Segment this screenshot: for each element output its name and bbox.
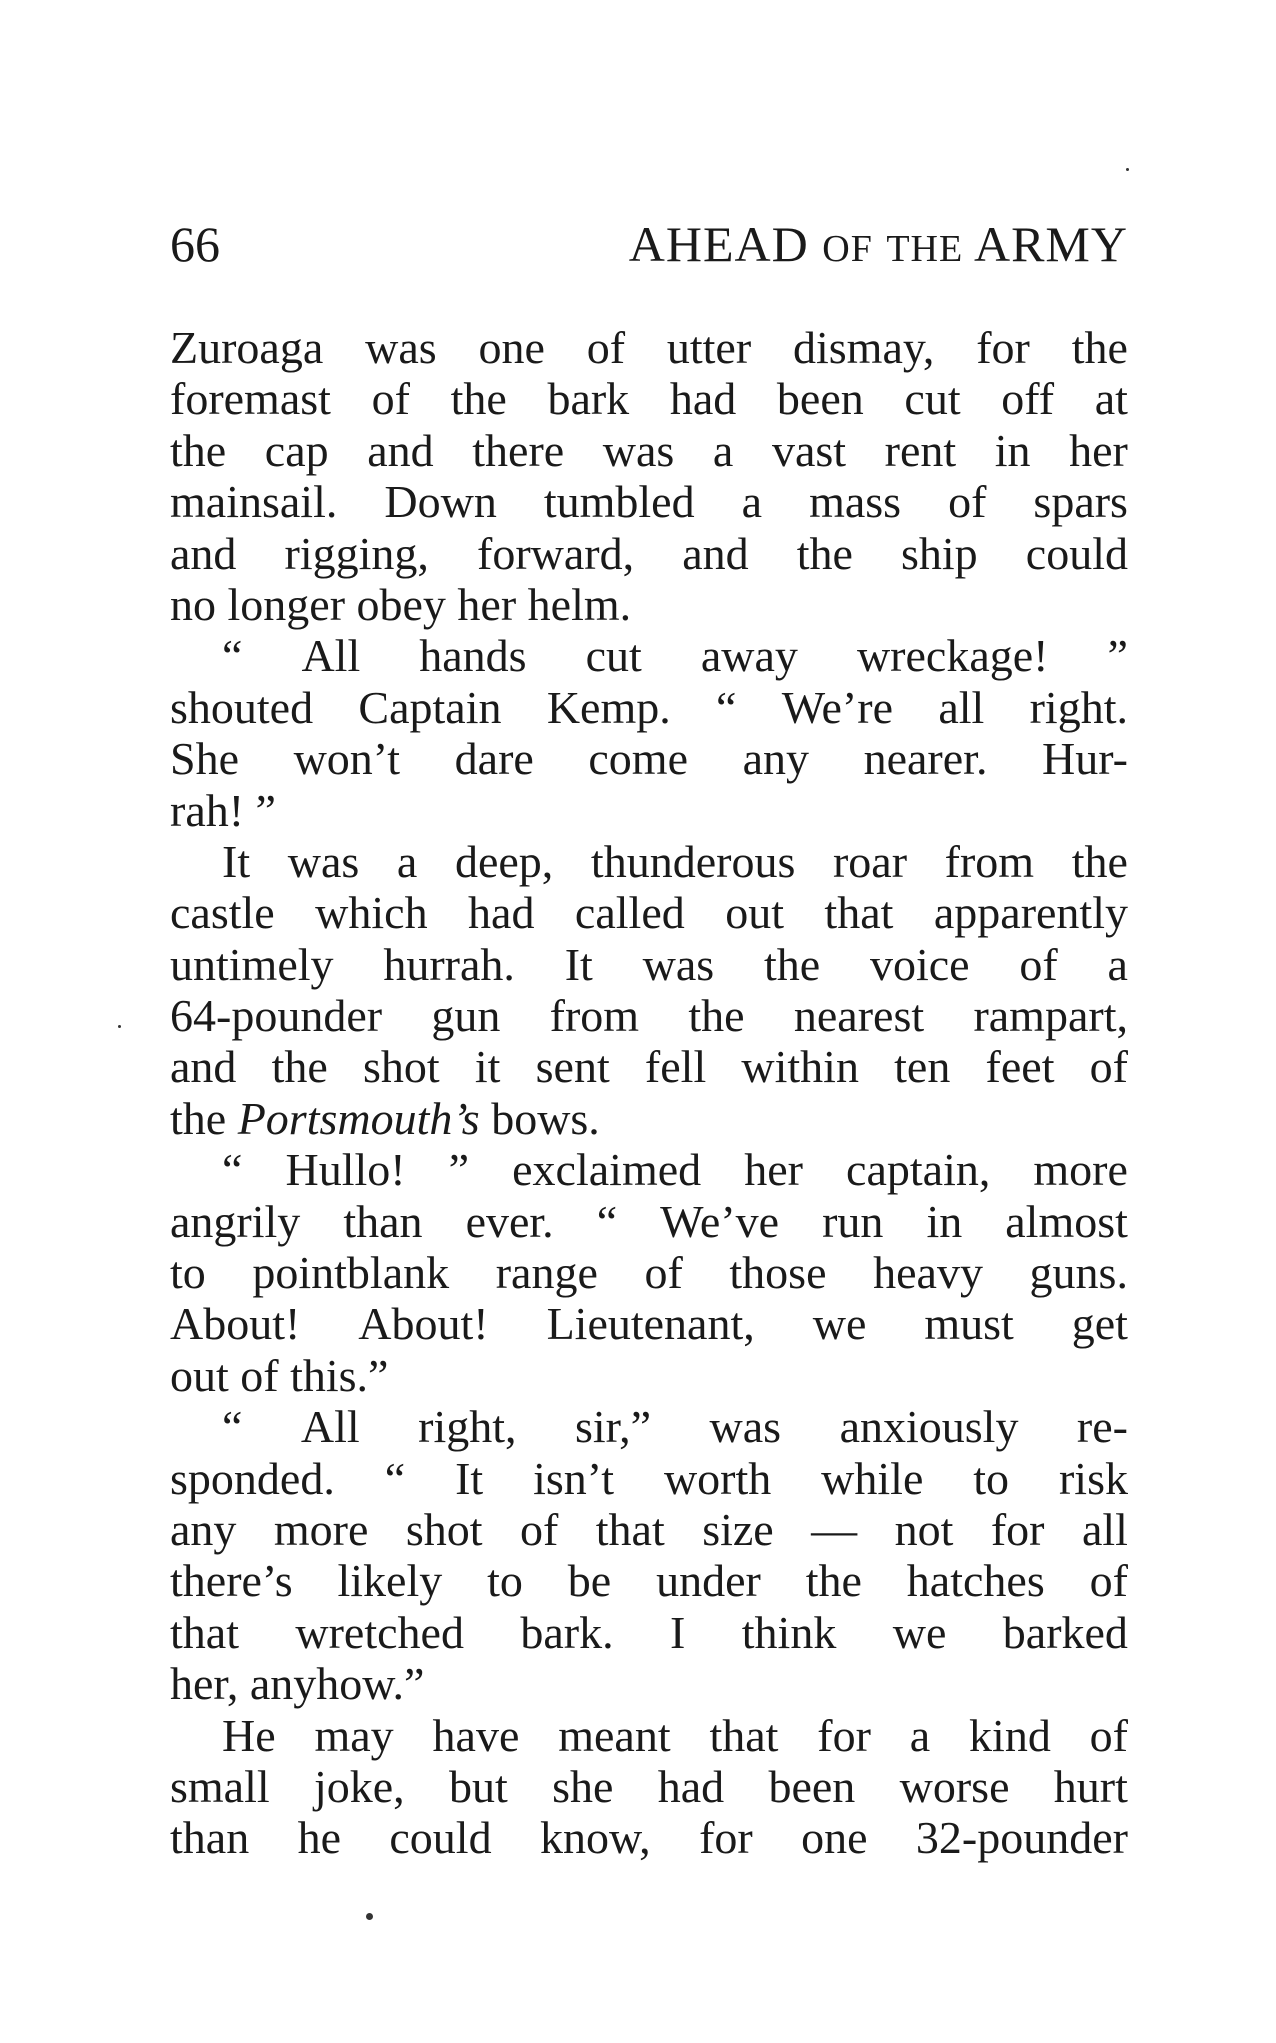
text-word: the	[796, 527, 853, 579]
text-word: “	[384, 1452, 406, 1504]
text-word: deep,	[454, 835, 554, 887]
text-line: out of this.”	[170, 1349, 389, 1401]
text-word: small	[170, 1760, 270, 1812]
text-word: It	[564, 938, 593, 990]
text-word: cut	[585, 630, 642, 682]
text-word: than	[343, 1195, 423, 1247]
running-head-word: AHEAD	[628, 216, 809, 272]
text-line	[170, 1041, 1128, 1092]
text-word: out	[725, 887, 784, 939]
text-word: for	[817, 1709, 871, 1761]
text-word: roar	[832, 835, 908, 887]
text-word: fell	[644, 1041, 707, 1093]
text-word: 32-pounder	[915, 1812, 1128, 1864]
text-word: was	[602, 424, 675, 476]
text-word: called	[574, 887, 685, 939]
text-word: at	[1094, 373, 1128, 425]
text-word: spars	[1033, 476, 1128, 528]
text-word: untimely	[170, 938, 334, 990]
text-word: of	[371, 373, 410, 425]
text-word: guns.	[1029, 1247, 1128, 1299]
running-head-word: OF	[822, 228, 873, 270]
text-word: dare	[454, 733, 534, 785]
text-word: nearest	[793, 990, 925, 1042]
text-word: of	[1089, 1709, 1128, 1761]
text-word: all	[1081, 1503, 1128, 1555]
text-word: anxiously	[839, 1401, 1019, 1453]
text-word: cut	[904, 373, 961, 425]
text-word: that	[595, 1503, 665, 1555]
text-line	[170, 1247, 1128, 1298]
text-word: It	[455, 1452, 484, 1504]
text-word: mainsail.	[170, 476, 338, 528]
text-word: shot	[405, 1503, 483, 1555]
text-word: He	[222, 1709, 276, 1761]
text-word: apparently	[933, 887, 1128, 939]
text-word: that	[709, 1709, 779, 1761]
text-word: and	[170, 1041, 237, 1093]
text-line	[170, 1607, 1128, 1658]
text-line	[170, 1298, 1128, 1349]
text-word: size	[702, 1503, 774, 1555]
text-word: her	[1069, 424, 1128, 476]
text-word: a	[1107, 938, 1128, 990]
text-word: while	[821, 1452, 924, 1504]
text-word: think	[741, 1606, 837, 1658]
text-word: than	[170, 1812, 250, 1864]
text-word: isn’t	[533, 1452, 615, 1504]
text-word: those	[729, 1247, 827, 1299]
text-word: have	[432, 1709, 520, 1761]
text-word: utter	[666, 322, 752, 373]
text-word: from	[549, 990, 640, 1042]
text-word: bark	[547, 373, 630, 425]
text-word: forward,	[477, 527, 635, 579]
text-word: ever.	[465, 1195, 554, 1247]
text-word: worse	[899, 1760, 1010, 1812]
text-line	[170, 836, 1128, 887]
text-word: which	[315, 887, 428, 939]
text-word: for	[990, 1503, 1045, 1555]
text-word: shouted	[170, 681, 314, 733]
text-line	[170, 1093, 1128, 1144]
text-word: was	[287, 835, 360, 887]
text-word: range	[495, 1247, 598, 1299]
text-word: Kemp.	[546, 681, 671, 733]
text-word: away	[700, 630, 798, 682]
text-word: rent	[884, 424, 957, 476]
text-word: vast	[771, 424, 847, 476]
text-word: bows.	[491, 1092, 600, 1144]
text-word: any	[170, 1503, 237, 1555]
text-word: within	[741, 1041, 859, 1093]
running-head-word: THE	[886, 228, 964, 270]
text-word: to	[973, 1452, 1010, 1504]
text-word: he	[297, 1812, 341, 1864]
text-word: was	[642, 938, 715, 990]
text-word: the	[688, 990, 745, 1042]
text-word: hands	[419, 630, 527, 682]
text-word: wretched	[295, 1606, 464, 1658]
text-word: We’ve	[660, 1195, 780, 1247]
text-word: of	[519, 1503, 559, 1555]
text-word: been	[776, 373, 864, 425]
text-line	[170, 322, 1128, 373]
text-word: risk	[1058, 1452, 1128, 1504]
text-word: meant	[558, 1709, 671, 1761]
text-word: cap	[264, 424, 329, 476]
print-speck	[118, 1025, 121, 1028]
text-word: pointblank	[252, 1247, 450, 1299]
text-word: had	[657, 1760, 725, 1812]
text-line	[170, 733, 1128, 784]
text-word: ”	[448, 1144, 470, 1196]
text-word: been	[768, 1760, 856, 1812]
text-line: no longer obey her helm.	[170, 578, 632, 630]
text-word: joke,	[313, 1760, 405, 1812]
text-word: a	[909, 1709, 931, 1761]
text-word: the	[170, 1092, 227, 1144]
text-word: that	[170, 1606, 239, 1658]
text-word: know,	[539, 1812, 651, 1864]
text-word: We’re	[781, 681, 893, 733]
text-word: all	[938, 681, 985, 733]
text-word: a	[396, 835, 418, 887]
text-word: Captain	[358, 681, 502, 733]
text-line	[170, 425, 1128, 476]
text-word: and	[682, 527, 749, 579]
text-word: re-	[1076, 1401, 1128, 1453]
text-word: the	[271, 1041, 328, 1093]
text-word: of	[1089, 1555, 1128, 1607]
text-word: bark.	[520, 1606, 614, 1658]
text-word: more	[1033, 1144, 1128, 1196]
text-line	[170, 1555, 1128, 1606]
text-word: had	[669, 373, 737, 425]
text-word: sent	[535, 1041, 610, 1093]
text-word: “	[716, 681, 737, 733]
text-word: of	[1089, 1041, 1128, 1093]
text-word: could	[1025, 527, 1128, 579]
text-word: angrily	[170, 1195, 301, 1247]
text-word: and	[367, 424, 434, 476]
text-word: worth	[663, 1452, 772, 1504]
text-line	[170, 1812, 1128, 1863]
text-word: hurt	[1053, 1760, 1128, 1812]
text-word: About!	[170, 1298, 301, 1350]
text-word: “	[222, 1401, 243, 1453]
text-word: could	[389, 1812, 492, 1864]
text-word: from	[944, 835, 1035, 887]
text-word: of	[586, 322, 626, 373]
text-word: kind	[969, 1709, 1051, 1761]
page-header	[170, 214, 1128, 274]
running-head	[629, 214, 1128, 279]
text-line	[170, 887, 1128, 938]
text-line	[170, 373, 1128, 424]
text-word: nearer.	[863, 733, 988, 785]
text-word: castle	[170, 887, 275, 939]
text-word: Down	[384, 476, 497, 528]
text-word: Zuroaga	[170, 322, 324, 373]
text-word: likely	[337, 1555, 443, 1607]
text-word: About!	[358, 1298, 489, 1350]
text-word: rampart,	[973, 990, 1128, 1042]
text-word: be	[567, 1555, 612, 1607]
text-word: it	[474, 1041, 501, 1093]
text-line	[170, 1196, 1128, 1247]
text-word: there	[472, 424, 565, 476]
text-word: thunderous	[590, 835, 796, 887]
text-word: we	[812, 1298, 867, 1350]
text-word: a	[712, 424, 734, 476]
text-word: wreckage!	[856, 630, 1049, 682]
text-line	[170, 476, 1128, 527]
text-word: was	[709, 1401, 782, 1453]
text-line	[170, 990, 1128, 1041]
text-line	[170, 682, 1128, 733]
text-word: Hur-	[1042, 733, 1128, 785]
text-word: tumbled	[543, 476, 695, 528]
text-line	[170, 1401, 1128, 1452]
text-word: the	[1071, 835, 1128, 887]
text-word: “	[222, 1144, 243, 1196]
text-word: not	[894, 1503, 954, 1555]
text-word: foremast	[170, 373, 331, 425]
text-word: the	[1071, 322, 1128, 373]
text-word: come	[588, 733, 689, 785]
text-word: of	[644, 1247, 683, 1299]
text-line	[170, 939, 1128, 990]
text-word: in	[926, 1195, 963, 1247]
text-word: may	[314, 1709, 394, 1761]
text-word: —	[811, 1503, 858, 1555]
text-word: of	[948, 476, 987, 528]
text-word: had	[468, 887, 535, 939]
text-word: 64-pounder	[170, 990, 383, 1042]
text-word: there’s	[170, 1555, 293, 1607]
text-word: she	[552, 1760, 614, 1812]
text-word: heavy	[873, 1247, 983, 1299]
page-number: 66	[170, 216, 220, 272]
ship-name: Portsmouth’s	[237, 1092, 480, 1144]
running-head-word: ARMY	[973, 216, 1128, 272]
text-word: right.	[1029, 681, 1128, 733]
text-word: right,	[418, 1401, 517, 1453]
text-word: for	[699, 1812, 753, 1864]
text-word: one	[801, 1812, 868, 1864]
text-word: She	[170, 733, 239, 785]
text-word: the	[763, 938, 821, 990]
text-word: hurrah.	[383, 938, 515, 990]
text-line	[170, 1761, 1128, 1812]
text-word: was	[365, 322, 437, 373]
text-word: sir,”	[575, 1401, 652, 1453]
text-word: her	[744, 1144, 803, 1196]
text-line: her, anyhow.”	[170, 1658, 425, 1710]
text-word: “	[596, 1195, 618, 1247]
text-word: rigging,	[284, 527, 429, 579]
text-word: “	[222, 630, 243, 682]
text-word: a	[741, 476, 763, 528]
text-line	[170, 1144, 1128, 1195]
text-word: almost	[1005, 1195, 1128, 1247]
text-word: It	[222, 835, 251, 887]
text-word: All	[300, 1401, 360, 1453]
text-word: barked	[1002, 1606, 1128, 1658]
text-word: ship	[901, 527, 978, 579]
text-word: dismay,	[793, 322, 935, 373]
text-word: under	[656, 1555, 761, 1607]
text-word: get	[1071, 1298, 1128, 1350]
text-word: ten	[894, 1041, 951, 1093]
text-word: exclaimed	[512, 1144, 702, 1196]
text-line	[170, 1504, 1128, 1555]
text-word: of	[1019, 938, 1058, 990]
text-word: feet	[985, 1041, 1055, 1093]
text-word: we	[892, 1606, 947, 1658]
text-word: sponded.	[170, 1452, 335, 1504]
text-word: the	[170, 424, 227, 476]
text-word: won’t	[293, 733, 401, 785]
text-word: the	[450, 373, 507, 425]
text-word: All	[301, 630, 361, 682]
text-line	[170, 630, 1128, 681]
text-word: that	[824, 887, 894, 939]
text-word: for	[976, 322, 1030, 373]
text-word: voice	[869, 938, 970, 990]
text-word: to	[487, 1555, 523, 1607]
text-word: one	[478, 322, 545, 373]
text-word: more	[273, 1503, 369, 1555]
text-line	[170, 1453, 1128, 1504]
text-word: shot	[363, 1041, 440, 1093]
text-word: in	[994, 424, 1031, 476]
text-word: must	[924, 1298, 1014, 1350]
print-speck	[1126, 168, 1129, 171]
text-word: ”	[1107, 630, 1128, 682]
text-word: captain,	[846, 1144, 991, 1196]
text-word: to	[170, 1247, 206, 1299]
text-word: run	[822, 1195, 884, 1247]
text-word: hatches	[906, 1555, 1045, 1607]
text-line: rah! ”	[170, 784, 276, 836]
text-word: I	[670, 1606, 686, 1658]
text-word: gun	[431, 990, 501, 1042]
text-word: mass	[809, 476, 902, 528]
print-speck	[366, 1913, 373, 1920]
text-word: any	[742, 733, 810, 785]
text-line	[170, 1710, 1128, 1761]
text-word: off	[1001, 373, 1055, 425]
text-word: but	[449, 1760, 508, 1812]
text-word: Lieutenant,	[546, 1298, 755, 1350]
text-word: and	[170, 527, 237, 579]
text-word: the	[805, 1555, 862, 1607]
text-line	[170, 528, 1128, 579]
text-word: Hullo!	[285, 1144, 406, 1196]
body-text	[170, 322, 1128, 1864]
